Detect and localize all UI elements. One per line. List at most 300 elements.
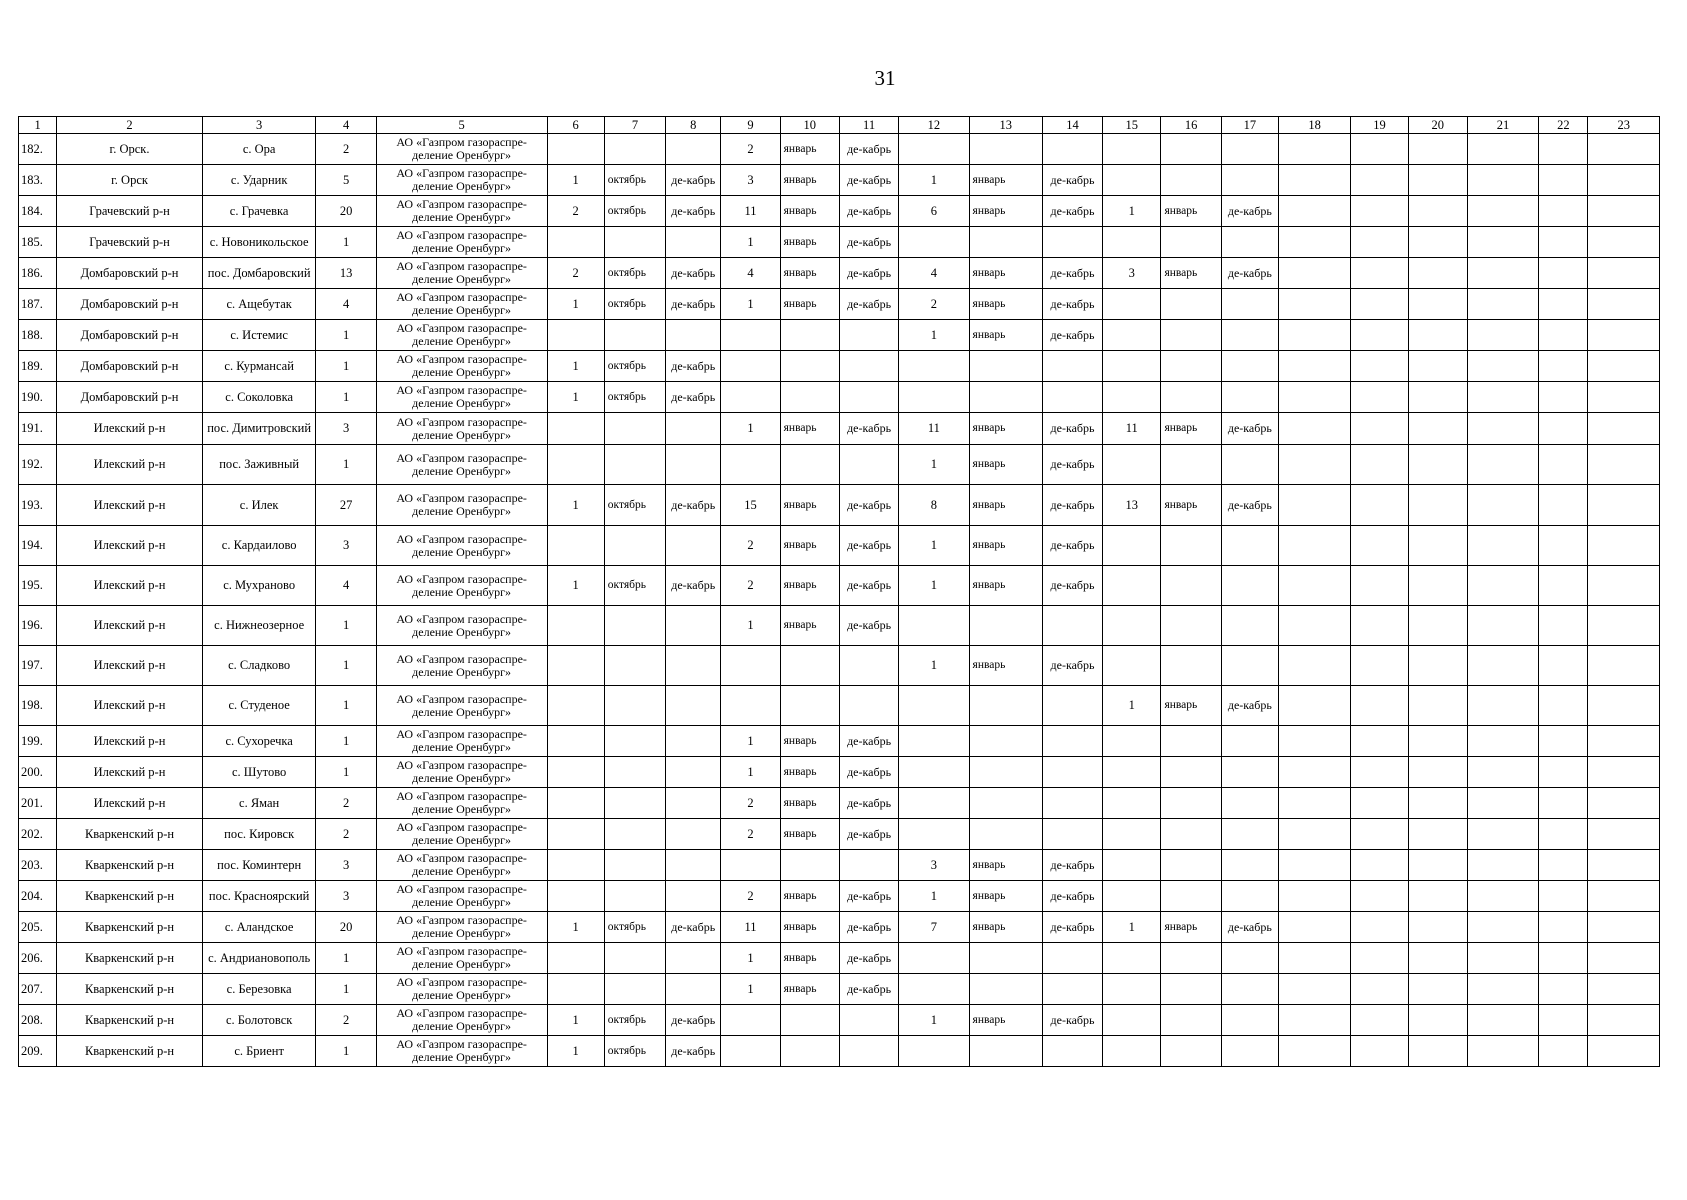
cell-count-stage2 xyxy=(721,445,780,485)
cell-empty-col-18 xyxy=(1278,881,1350,912)
cell-count-stage1: 1 xyxy=(547,165,604,196)
cell-organization: АО «Газпром газораспре-деление Оренбург» xyxy=(376,289,547,320)
cell-end-month-stage4 xyxy=(1221,1005,1278,1036)
cell-empty-col-23 xyxy=(1588,258,1660,289)
cell-start-month-stage2: январь xyxy=(780,196,839,227)
cell-start-month-stage3 xyxy=(969,134,1042,165)
cell-start-month-stage2: январь xyxy=(780,819,839,850)
column-header-12: 12 xyxy=(899,117,969,134)
cell-empty-col-18 xyxy=(1278,289,1350,320)
cell-start-month-stage2: январь xyxy=(780,526,839,566)
column-header-6: 6 xyxy=(547,117,604,134)
cell-quantity: 1 xyxy=(316,606,376,646)
cell-count-stage1 xyxy=(547,943,604,974)
cell-start-month-stage1: октябрь xyxy=(604,258,665,289)
cell-empty-col-18 xyxy=(1278,165,1350,196)
cell-settlement: с. Кардаилово xyxy=(202,526,316,566)
cell-end-month-stage2: де-кабрь xyxy=(839,788,898,819)
cell-end-month-stage1: де-кабрь xyxy=(666,382,721,413)
table-row xyxy=(19,974,1660,1005)
cell-settlement: с. Ащебутак xyxy=(202,289,316,320)
cell-start-month-stage4 xyxy=(1161,646,1221,686)
cell-empty-col-21 xyxy=(1467,227,1538,258)
cell-organization: АО «Газпром газораспре-деление Оренбург» xyxy=(376,974,547,1005)
cell-quantity: 20 xyxy=(316,196,376,227)
cell-district: Домбаровский р-н xyxy=(57,289,203,320)
cell-settlement: с. Ора xyxy=(202,134,316,165)
cell-start-month-stage3 xyxy=(969,686,1042,726)
cell-end-month-stage3: де-кабрь xyxy=(1042,320,1102,351)
cell-start-month-stage1: октябрь xyxy=(604,1036,665,1067)
cell-empty-col-18 xyxy=(1278,526,1350,566)
cell-empty-col-21 xyxy=(1467,912,1538,943)
cell-end-month-stage3: де-кабрь xyxy=(1042,485,1102,526)
cell-start-month-stage4 xyxy=(1161,881,1221,912)
cell-start-month-stage4: январь xyxy=(1161,485,1221,526)
cell-count-stage4: 3 xyxy=(1103,258,1161,289)
cell-empty-col-23 xyxy=(1588,485,1660,526)
cell-end-month-stage1 xyxy=(666,943,721,974)
cell-empty-col-22 xyxy=(1539,757,1588,788)
cell-row-number: 204. xyxy=(19,881,57,912)
cell-end-month-stage1 xyxy=(666,606,721,646)
cell-end-month-stage3: де-кабрь xyxy=(1042,881,1102,912)
table-row xyxy=(19,850,1660,881)
cell-count-stage4 xyxy=(1103,881,1161,912)
cell-count-stage3 xyxy=(899,134,969,165)
table-row xyxy=(19,881,1660,912)
cell-empty-col-21 xyxy=(1467,196,1538,227)
cell-end-month-stage2: де-кабрь xyxy=(839,165,898,196)
cell-start-month-stage4: январь xyxy=(1161,258,1221,289)
cell-row-number: 209. xyxy=(19,1036,57,1067)
cell-end-month-stage3 xyxy=(1042,606,1102,646)
cell-quantity: 3 xyxy=(316,881,376,912)
cell-quantity: 1 xyxy=(316,943,376,974)
cell-row-number: 203. xyxy=(19,850,57,881)
cell-end-month-stage4: де-кабрь xyxy=(1221,258,1278,289)
cell-empty-col-18 xyxy=(1278,726,1350,757)
cell-empty-col-21 xyxy=(1467,485,1538,526)
cell-organization: АО «Газпром газораспре-деление Оренбург» xyxy=(376,445,547,485)
cell-start-month-stage1 xyxy=(604,320,665,351)
cell-start-month-stage2: январь xyxy=(780,974,839,1005)
table-row xyxy=(19,686,1660,726)
cell-district: Илекский р-н xyxy=(57,413,203,445)
cell-settlement: с. Истемис xyxy=(202,320,316,351)
cell-organization: АО «Газпром газораспре-деление Оренбург» xyxy=(376,258,547,289)
cell-empty-col-19 xyxy=(1351,445,1408,485)
cell-count-stage1 xyxy=(547,850,604,881)
cell-end-month-stage3 xyxy=(1042,943,1102,974)
cell-start-month-stage2: январь xyxy=(780,165,839,196)
cell-district: Кваркенский р-н xyxy=(57,1036,203,1067)
cell-start-month-stage1 xyxy=(604,819,665,850)
cell-settlement: пос. Красноярский xyxy=(202,881,316,912)
column-header-23: 23 xyxy=(1588,117,1660,134)
cell-row-number: 206. xyxy=(19,943,57,974)
cell-empty-col-20 xyxy=(1408,485,1467,526)
cell-district: Домбаровский р-н xyxy=(57,382,203,413)
cell-quantity: 3 xyxy=(316,526,376,566)
cell-end-month-stage1: де-кабрь xyxy=(666,196,721,227)
cell-end-month-stage3: де-кабрь xyxy=(1042,196,1102,227)
cell-empty-col-22 xyxy=(1539,258,1588,289)
table-row xyxy=(19,196,1660,227)
cell-start-month-stage3 xyxy=(969,974,1042,1005)
cell-empty-col-22 xyxy=(1539,606,1588,646)
cell-district: Домбаровский р-н xyxy=(57,351,203,382)
cell-count-stage1: 1 xyxy=(547,566,604,606)
cell-count-stage2 xyxy=(721,850,780,881)
cell-end-month-stage2 xyxy=(839,445,898,485)
cell-count-stage2: 1 xyxy=(721,726,780,757)
cell-quantity: 5 xyxy=(316,165,376,196)
cell-empty-col-21 xyxy=(1467,320,1538,351)
cell-row-number: 188. xyxy=(19,320,57,351)
column-header-1: 1 xyxy=(19,117,57,134)
cell-count-stage4: 1 xyxy=(1103,912,1161,943)
cell-quantity: 1 xyxy=(316,382,376,413)
cell-count-stage2 xyxy=(721,646,780,686)
cell-empty-col-19 xyxy=(1351,134,1408,165)
cell-count-stage4 xyxy=(1103,165,1161,196)
cell-row-number: 186. xyxy=(19,258,57,289)
cell-empty-col-21 xyxy=(1467,788,1538,819)
cell-empty-col-19 xyxy=(1351,289,1408,320)
cell-empty-col-22 xyxy=(1539,943,1588,974)
column-header-20: 20 xyxy=(1408,117,1467,134)
column-header-19: 19 xyxy=(1351,117,1408,134)
column-header-2: 2 xyxy=(57,117,203,134)
cell-count-stage1 xyxy=(547,445,604,485)
cell-empty-col-18 xyxy=(1278,413,1350,445)
cell-settlement: с. Березовка xyxy=(202,974,316,1005)
cell-start-month-stage2: январь xyxy=(780,726,839,757)
cell-district: Илекский р-н xyxy=(57,686,203,726)
cell-count-stage1 xyxy=(547,320,604,351)
cell-district: Грачевский р-н xyxy=(57,227,203,258)
cell-count-stage3 xyxy=(899,1036,969,1067)
cell-empty-col-22 xyxy=(1539,686,1588,726)
cell-organization: АО «Газпром газораспре-деление Оренбург» xyxy=(376,943,547,974)
cell-settlement: с. Ударник xyxy=(202,165,316,196)
cell-end-month-stage1: де-кабрь xyxy=(666,1036,721,1067)
cell-empty-col-22 xyxy=(1539,289,1588,320)
cell-empty-col-23 xyxy=(1588,1005,1660,1036)
cell-end-month-stage2: де-кабрь xyxy=(839,974,898,1005)
column-header-18: 18 xyxy=(1278,117,1350,134)
cell-count-stage2: 11 xyxy=(721,196,780,227)
cell-empty-col-23 xyxy=(1588,757,1660,788)
cell-end-month-stage1 xyxy=(666,134,721,165)
cell-row-number: 207. xyxy=(19,974,57,1005)
column-header-13: 13 xyxy=(969,117,1042,134)
cell-organization: АО «Газпром газораспре-деление Оренбург» xyxy=(376,413,547,445)
cell-count-stage4 xyxy=(1103,289,1161,320)
cell-end-month-stage3: де-кабрь xyxy=(1042,912,1102,943)
table-row xyxy=(19,227,1660,258)
cell-count-stage1: 1 xyxy=(547,351,604,382)
cell-start-month-stage3: январь xyxy=(969,526,1042,566)
cell-row-number: 195. xyxy=(19,566,57,606)
column-header-17: 17 xyxy=(1221,117,1278,134)
cell-start-month-stage2: январь xyxy=(780,227,839,258)
cell-count-stage1 xyxy=(547,526,604,566)
cell-empty-col-23 xyxy=(1588,788,1660,819)
cell-end-month-stage4 xyxy=(1221,382,1278,413)
cell-empty-col-21 xyxy=(1467,646,1538,686)
cell-count-stage1: 2 xyxy=(547,196,604,227)
cell-empty-col-20 xyxy=(1408,258,1467,289)
cell-empty-col-23 xyxy=(1588,134,1660,165)
cell-quantity: 3 xyxy=(316,850,376,881)
cell-start-month-stage3 xyxy=(969,819,1042,850)
cell-empty-col-23 xyxy=(1588,227,1660,258)
cell-count-stage4 xyxy=(1103,351,1161,382)
cell-count-stage1: 2 xyxy=(547,258,604,289)
cell-quantity: 1 xyxy=(316,445,376,485)
cell-row-number: 183. xyxy=(19,165,57,196)
cell-district: Домбаровский р-н xyxy=(57,320,203,351)
cell-count-stage3 xyxy=(899,227,969,258)
cell-end-month-stage2: де-кабрь xyxy=(839,943,898,974)
cell-start-month-stage2: январь xyxy=(780,943,839,974)
cell-quantity: 1 xyxy=(316,646,376,686)
cell-empty-col-20 xyxy=(1408,686,1467,726)
cell-count-stage2 xyxy=(721,351,780,382)
cell-quantity: 1 xyxy=(316,726,376,757)
cell-empty-col-21 xyxy=(1467,726,1538,757)
cell-count-stage2 xyxy=(721,1036,780,1067)
cell-district: Илекский р-н xyxy=(57,445,203,485)
cell-count-stage3: 1 xyxy=(899,445,969,485)
cell-start-month-stage3: январь xyxy=(969,165,1042,196)
cell-empty-col-20 xyxy=(1408,819,1467,850)
cell-empty-col-22 xyxy=(1539,850,1588,881)
cell-settlement: с. Нижнеозерное xyxy=(202,606,316,646)
cell-end-month-stage2: де-кабрь xyxy=(839,196,898,227)
cell-organization: АО «Газпром газораспре-деление Оренбург» xyxy=(376,485,547,526)
cell-end-month-stage1 xyxy=(666,974,721,1005)
cell-count-stage3: 1 xyxy=(899,1005,969,1036)
column-header-11: 11 xyxy=(839,117,898,134)
cell-end-month-stage3: де-кабрь xyxy=(1042,566,1102,606)
cell-empty-col-19 xyxy=(1351,227,1408,258)
cell-organization: АО «Газпром газораспре-деление Оренбург» xyxy=(376,134,547,165)
cell-empty-col-23 xyxy=(1588,351,1660,382)
cell-empty-col-22 xyxy=(1539,227,1588,258)
cell-start-month-stage2: январь xyxy=(780,289,839,320)
cell-end-month-stage1: де-кабрь xyxy=(666,912,721,943)
cell-organization: АО «Газпром газораспре-деление Оренбург» xyxy=(376,912,547,943)
cell-empty-col-23 xyxy=(1588,606,1660,646)
cell-start-month-stage2: январь xyxy=(780,485,839,526)
cell-end-month-stage4: де-кабрь xyxy=(1221,686,1278,726)
cell-organization: АО «Газпром газораспре-деление Оренбург» xyxy=(376,1005,547,1036)
cell-start-month-stage2 xyxy=(780,445,839,485)
cell-count-stage3 xyxy=(899,382,969,413)
cell-start-month-stage2 xyxy=(780,1005,839,1036)
cell-empty-col-22 xyxy=(1539,382,1588,413)
cell-row-number: 199. xyxy=(19,726,57,757)
cell-settlement: с. Сухоречка xyxy=(202,726,316,757)
table-row xyxy=(19,289,1660,320)
cell-empty-col-20 xyxy=(1408,881,1467,912)
cell-count-stage2: 4 xyxy=(721,258,780,289)
cell-count-stage4 xyxy=(1103,819,1161,850)
table-row xyxy=(19,1005,1660,1036)
table-row xyxy=(19,134,1660,165)
cell-empty-col-22 xyxy=(1539,165,1588,196)
cell-end-month-stage1: де-кабрь xyxy=(666,485,721,526)
cell-empty-col-20 xyxy=(1408,134,1467,165)
cell-settlement: с. Болотовск xyxy=(202,1005,316,1036)
cell-empty-col-23 xyxy=(1588,413,1660,445)
cell-empty-col-22 xyxy=(1539,526,1588,566)
cell-empty-col-21 xyxy=(1467,445,1538,485)
cell-start-month-stage2: январь xyxy=(780,881,839,912)
cell-end-month-stage4 xyxy=(1221,351,1278,382)
cell-organization: АО «Газпром газораспре-деление Оренбург» xyxy=(376,227,547,258)
cell-district: Грачевский р-н xyxy=(57,196,203,227)
cell-count-stage1 xyxy=(547,726,604,757)
cell-end-month-stage4 xyxy=(1221,566,1278,606)
cell-end-month-stage4 xyxy=(1221,943,1278,974)
cell-start-month-stage1 xyxy=(604,757,665,788)
cell-end-month-stage1: де-кабрь xyxy=(666,1005,721,1036)
cell-organization: АО «Газпром газораспре-деление Оренбург» xyxy=(376,351,547,382)
column-header-21: 21 xyxy=(1467,117,1538,134)
cell-start-month-stage2 xyxy=(780,1036,839,1067)
cell-row-number: 202. xyxy=(19,819,57,850)
cell-end-month-stage1: де-кабрь xyxy=(666,566,721,606)
cell-empty-col-21 xyxy=(1467,1005,1538,1036)
cell-start-month-stage1 xyxy=(604,646,665,686)
column-header-5: 5 xyxy=(376,117,547,134)
cell-empty-col-23 xyxy=(1588,382,1660,413)
cell-empty-col-22 xyxy=(1539,413,1588,445)
cell-start-month-stage1: октябрь xyxy=(604,912,665,943)
cell-start-month-stage1 xyxy=(604,526,665,566)
cell-end-month-stage2 xyxy=(839,686,898,726)
cell-start-month-stage1 xyxy=(604,134,665,165)
cell-district: Илекский р-н xyxy=(57,526,203,566)
cell-empty-col-18 xyxy=(1278,1005,1350,1036)
cell-start-month-stage4 xyxy=(1161,757,1221,788)
cell-count-stage3: 11 xyxy=(899,413,969,445)
cell-empty-col-19 xyxy=(1351,788,1408,819)
cell-end-month-stage2: де-кабрь xyxy=(839,526,898,566)
cell-start-month-stage4 xyxy=(1161,943,1221,974)
cell-empty-col-23 xyxy=(1588,726,1660,757)
cell-district: Кваркенский р-н xyxy=(57,819,203,850)
cell-start-month-stage4 xyxy=(1161,788,1221,819)
cell-end-month-stage1 xyxy=(666,227,721,258)
cell-start-month-stage3 xyxy=(969,757,1042,788)
cell-count-stage3 xyxy=(899,974,969,1005)
cell-empty-col-19 xyxy=(1351,258,1408,289)
cell-empty-col-18 xyxy=(1278,686,1350,726)
cell-end-month-stage4 xyxy=(1221,289,1278,320)
cell-end-month-stage1 xyxy=(666,413,721,445)
cell-start-month-stage2: январь xyxy=(780,788,839,819)
cell-empty-col-18 xyxy=(1278,445,1350,485)
cell-district: Илекский р-н xyxy=(57,566,203,606)
cell-start-month-stage4 xyxy=(1161,850,1221,881)
cell-organization: АО «Газпром газораспре-деление Оренбург» xyxy=(376,526,547,566)
cell-start-month-stage1 xyxy=(604,413,665,445)
cell-end-month-stage4 xyxy=(1221,1036,1278,1067)
cell-empty-col-20 xyxy=(1408,788,1467,819)
cell-row-number: 189. xyxy=(19,351,57,382)
cell-end-month-stage3: де-кабрь xyxy=(1042,526,1102,566)
cell-quantity: 1 xyxy=(316,1036,376,1067)
cell-count-stage4: 13 xyxy=(1103,485,1161,526)
cell-count-stage4 xyxy=(1103,1005,1161,1036)
cell-empty-col-20 xyxy=(1408,757,1467,788)
cell-end-month-stage3: де-кабрь xyxy=(1042,165,1102,196)
cell-empty-col-18 xyxy=(1278,134,1350,165)
cell-count-stage1 xyxy=(547,686,604,726)
cell-count-stage3: 1 xyxy=(899,646,969,686)
cell-empty-col-22 xyxy=(1539,1005,1588,1036)
cell-empty-col-19 xyxy=(1351,526,1408,566)
cell-end-month-stage2: де-кабрь xyxy=(839,485,898,526)
cell-end-month-stage3 xyxy=(1042,1036,1102,1067)
cell-end-month-stage3: де-кабрь xyxy=(1042,413,1102,445)
cell-settlement: с. Бриент xyxy=(202,1036,316,1067)
cell-empty-col-18 xyxy=(1278,943,1350,974)
cell-row-number: 185. xyxy=(19,227,57,258)
column-header-4: 4 xyxy=(316,117,376,134)
cell-empty-col-19 xyxy=(1351,413,1408,445)
cell-end-month-stage3 xyxy=(1042,382,1102,413)
cell-district: Илекский р-н xyxy=(57,726,203,757)
cell-start-month-stage3 xyxy=(969,788,1042,819)
cell-end-month-stage4 xyxy=(1221,881,1278,912)
cell-end-month-stage1: де-кабрь xyxy=(666,351,721,382)
cell-start-month-stage4 xyxy=(1161,974,1221,1005)
cell-settlement: с. Аландское xyxy=(202,912,316,943)
cell-organization: АО «Газпром газораспре-деление Оренбург» xyxy=(376,382,547,413)
table-row xyxy=(19,320,1660,351)
cell-start-month-stage4 xyxy=(1161,351,1221,382)
cell-count-stage4: 11 xyxy=(1103,413,1161,445)
table-row xyxy=(19,485,1660,526)
cell-empty-col-21 xyxy=(1467,413,1538,445)
cell-organization: АО «Газпром газораспре-деление Оренбург» xyxy=(376,646,547,686)
cell-district: Кваркенский р-н xyxy=(57,912,203,943)
cell-count-stage1 xyxy=(547,646,604,686)
cell-count-stage2: 2 xyxy=(721,526,780,566)
cell-empty-col-22 xyxy=(1539,1036,1588,1067)
cell-empty-col-19 xyxy=(1351,943,1408,974)
cell-empty-col-21 xyxy=(1467,686,1538,726)
table-row xyxy=(19,526,1660,566)
cell-settlement: пос. Домбаровский xyxy=(202,258,316,289)
cell-start-month-stage4: январь xyxy=(1161,686,1221,726)
cell-start-month-stage1: октябрь xyxy=(604,382,665,413)
cell-quantity: 20 xyxy=(316,912,376,943)
cell-start-month-stage4 xyxy=(1161,726,1221,757)
cell-empty-col-22 xyxy=(1539,974,1588,1005)
cell-row-number: 191. xyxy=(19,413,57,445)
cell-count-stage1 xyxy=(547,606,604,646)
cell-settlement: пос. Кировск xyxy=(202,819,316,850)
cell-count-stage4: 1 xyxy=(1103,686,1161,726)
cell-empty-col-19 xyxy=(1351,566,1408,606)
